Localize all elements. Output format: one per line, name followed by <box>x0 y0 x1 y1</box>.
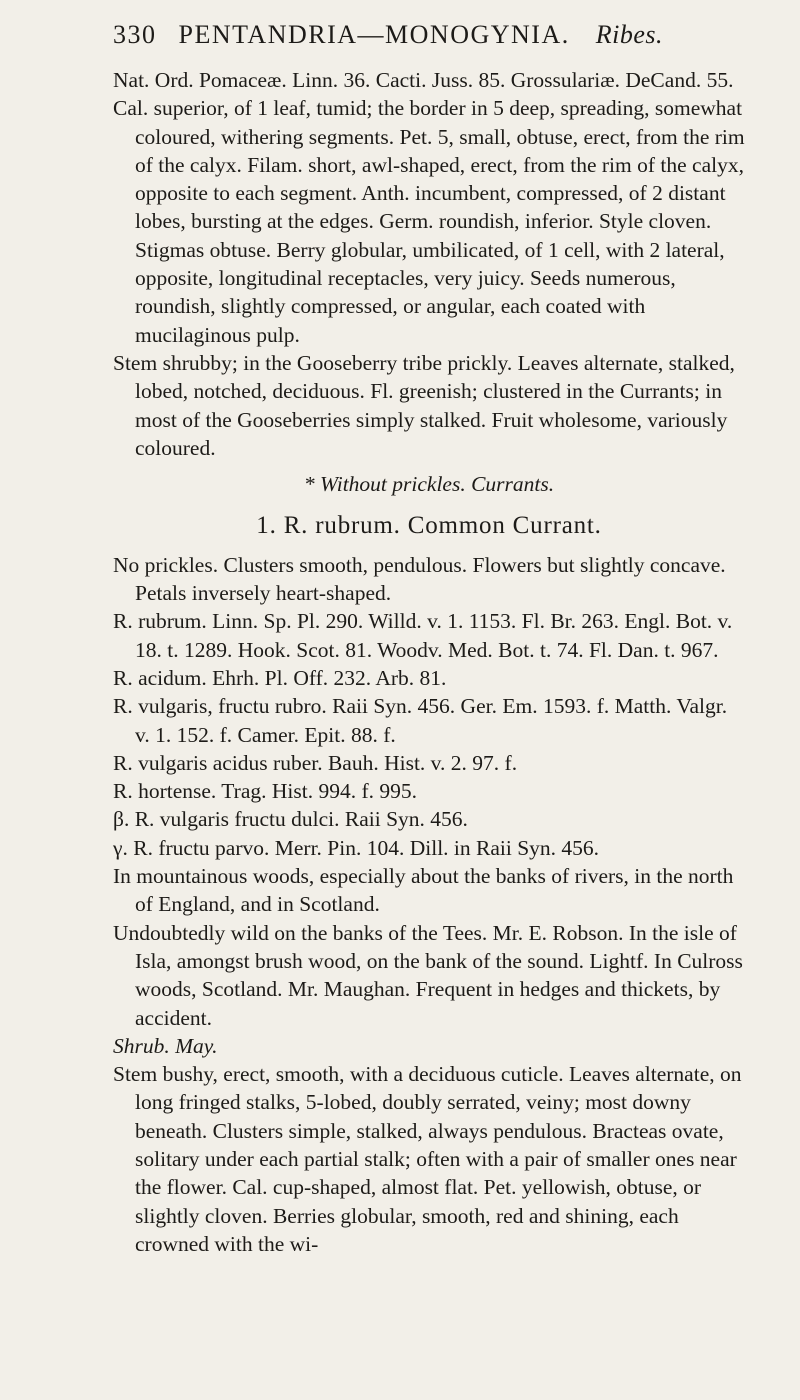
synonym-entry: R. acidum. Ehrh. Pl. Off. 232. Arb. 81. <box>113 665 447 690</box>
page-number: 330 <box>113 20 157 49</box>
running-header <box>113 20 753 50</box>
synonym-entry: R. vulgaris acidus ruber. Bauh. Hist. v. 2. 97. f. <box>113 750 518 775</box>
habitat-paragraph: In mountainous woods, especially about the banks of rivers, in the north of England, and in Scotland. <box>113 864 734 917</box>
synonym-entry: R. hortense. Trag. Hist. 994. f. 995. <box>113 779 417 804</box>
flowering-time: Shrub. May. <box>113 1033 218 1058</box>
running-title: PENTANDRIA—MONOGYNIA. <box>178 20 570 49</box>
synonym-entry: β. R. vulgaris fructu dulci. Raii Syn. 456. <box>113 807 468 832</box>
synonym-entry: R. rubrum. Linn. Sp. Pl. 290. Willd. v. 1. 1153. Fl. Br. 263. Engl. Bot. v. 18. t. 1289. Hook. Scot. 81. Woodv. Med. Bot. t. 74. Fl. Dan. t. 967. <box>113 609 733 662</box>
synonym-entry: γ. R. fructu parvo. Merr. Pin. 104. Dill. in Raii Syn. 456. <box>113 835 600 860</box>
synonym-entry: R. vulgaris, fructu rubro. Raii Syn. 456. Ger. Em. 1593. f. Matth. Valgr. v. 1. 152. f. Camer. Epit. 88. f. <box>113 694 728 747</box>
synonym-list <box>113 607 745 862</box>
section-heading: * Without prickles. Currants. <box>303 472 555 497</box>
stem-description-paragraph: Stem shrubby; in the Gooseberry tribe prickly. Leaves alternate, stalked, lobed, notched, deciduous. Fl. greenish; clustered in the Currants; in most of the Gooseberries simply stalked. Fruit wholesome, variously coloured. <box>113 350 735 460</box>
species-description-paragraph: Stem bushy, erect, smooth, with a deciduous cuticle. Leaves alternate, on long fringed stalks, 5-lobed, doubly serrated, veiny; most downy beneath. Clusters simple, stalked, always pendulous. Bracteas ovate, solitary under each partial stalk; often with a pair of smaller ones near the flower. Cal. cup-shaped, almost flat. Pet. yellowish, obtuse, or slightly cloven. Berries globular, smooth, red and shining, each crowned with the wi- <box>113 1062 742 1256</box>
species-diagnosis: No prickles. Clusters smooth, pendulous. Flowers but slightly concave. Petals inversely heart-shaped. <box>113 552 726 606</box>
natural-order-paragraph: Nat. Ord. Pomaceæ. Linn. 36. Cacti. Juss. 85. Grossulariæ. DeCand. 55. <box>113 68 734 92</box>
species-title: 1. R. rubrum. Common Currant. <box>256 512 602 540</box>
page-body <box>113 66 745 1258</box>
genus-name: Ribes. <box>595 20 663 49</box>
localities-paragraph: Undoubtedly wild on the banks of the Tees. Mr. E. Robson. In the isle of Isla, amongst brush wood, on the bank of the sound. Lightf. In Culross woods, Scotland. Mr. Maughan. Frequent in hedges and thickets, by accident. <box>113 920 743 1030</box>
generic-characters-paragraph: Cal. superior, of 1 leaf, tumid; the border in 5 deep, spreading, somewhat coloured, withering segments. Pet. 5, small, obtuse, erect, from the rim of the calyx. Filam. short, awl-shaped, erect, from the rim of the calyx, opposite to each segment. Anth. incumbent, compressed, of 2 distant lobes, bursting at the edges. Germ. roundish, inferior. Style cloven. Stigmas obtuse. Berry globular, umbilicated, of 1 cell, with 2 lateral, opposite, longitudinal receptacles, very juicy. Seeds numerous, roundish, slightly compressed, or angular, each coated with mucilaginous pulp. <box>113 96 745 347</box>
